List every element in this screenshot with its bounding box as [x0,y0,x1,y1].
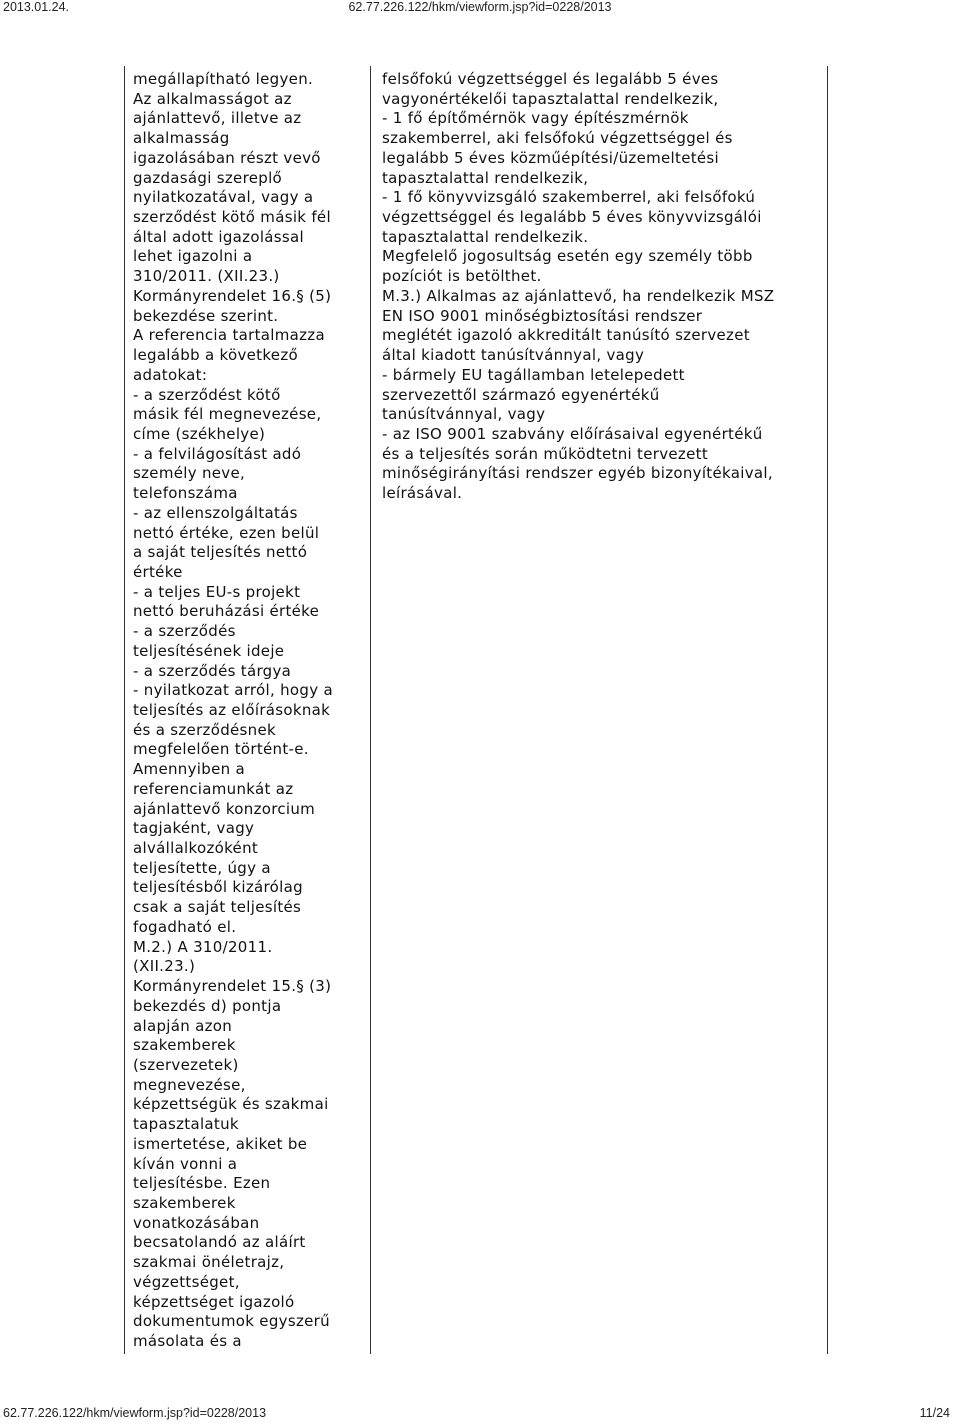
left-column-text-line: szakmai önéletrajz, [133,1253,285,1272]
left-column-text-line: - a szerződést kötő [133,385,281,404]
left-column-text-line: másolata és a [133,1332,242,1350]
right-column-text-line: szakemberrel, aki felsőfokú végzettséggel és [382,129,733,148]
document-table [124,66,828,1354]
print-url: 62.77.226.122/hkm/viewform.jsp?id=0228/2013 [348,0,612,14]
right-column-text-line: tapasztalattal rendelkezik, [382,168,589,187]
left-column-text-line: A referencia tartalmazza [133,326,325,345]
footer-url: 62.77.226.122/hkm/viewform.jsp?id=0228/2013 [3,1406,267,1420]
right-column-text-line: felsőfokú végzettséggel és legalább 5 éves [382,70,719,88]
left-column-text-line: Kormányrendelet 16.§ (5) [133,286,332,305]
left-column-text-line: megfelelően történt-e. [133,740,309,759]
left-column-text-line: Az alkalmasságot az [133,89,292,108]
left-column-text-line: képzettségük és szakmai [133,1095,329,1114]
left-column-text-line: másik fél megnevezése, [133,405,322,424]
left-column-text-line: megállapítható legyen. [133,70,314,88]
left-column-text-line: nettó értéke, ezen belül [133,523,320,542]
left-column [124,66,370,1354]
right-column-text-line: által kiadott tanúsítvánnyal, vagy [382,346,645,365]
left-column-text-line: vonatkozásában [133,1213,260,1232]
left-column-text-line: teljesítésének ideje [133,641,285,660]
left-column-text-line: tapasztalatuk [133,1115,239,1134]
left-column-text-line: teljesítésből kizárólag [133,878,303,897]
print-footer [0,1406,960,1422]
right-column-text-line: pozíciót is betölthet. [382,267,542,286]
left-column-text-line: dokumentumok egyszerű [133,1312,330,1331]
left-column-text-line: - a felvilágosítást adó [133,444,302,463]
left-column-text-line: (szervezetek) [133,1055,239,1074]
left-column-text-line: legalább a következő [133,346,298,365]
right-column-text-line: szervezettől származó egyenértékű [382,385,660,404]
left-column-text-line: kíván vonni a [133,1154,238,1173]
left-column-text-line: adatokat: [133,365,208,384]
left-column-text-line: becsatolandó az aláírt [133,1233,306,1252]
right-column-text-line: meglétét igazoló akkreditált tanúsító szervezet [382,326,750,345]
left-column-text-line: értéke [133,562,183,581]
right-column-text-line: vagyonértékelői tapasztalattal rendelkezik, [382,89,719,108]
left-column-text-line: végzettséget, [133,1272,240,1291]
left-column-text-line: igazolásában részt vevő [133,148,321,167]
left-column-text-line: személy neve, [133,464,246,483]
left-column-text-line: megnevezése, [133,1075,246,1094]
right-column-text-line: tapasztalattal rendelkezik. [382,227,589,246]
right-column-text-line: M.3.) Alkalmas az ajánlattevő, ha rendelkezik MSZ [382,286,775,305]
left-column-text-line: a saját teljesítés nettó [133,543,308,562]
left-column-text-line: képzettséget igazoló [133,1292,295,1311]
left-column-text-line: telefonszáma [133,484,238,503]
left-column-text-line: teljesítette, úgy a [133,858,271,877]
right-column [370,66,828,1354]
left-column-text-line: - nyilatkozat arról, hogy a [133,681,333,700]
left-column-text-line: - a szerződés tárgya [133,661,292,680]
left-column-text-line: alapján azon [133,1016,233,1035]
right-column-text-line: leírásával. [382,484,463,503]
left-column-text-line: és a szerződésnek [133,720,276,739]
left-column-text-line: teljesítés az előírásoknak [133,701,331,719]
page-number: 11/24 [919,1406,950,1420]
right-column-text-line: végzettséggel és legalább 5 éves könyvvizsgálói [382,208,762,227]
left-column-text-line: M.2.) A 310/2011. [133,937,273,956]
left-column-text-line: nyilatkozatával, vagy a [133,188,314,207]
left-column-text-line: ajánlattevő konzorcium [133,799,316,818]
left-column-text-line: alvállalkozóként [133,839,259,858]
left-column-text-line: szerződést kötő másik fél [133,208,331,227]
right-column-text-line: minőségirányítási rendszer egyéb bizonyítékaival, [382,464,773,483]
right-column-text-line: - bármely EU tagállamban letelepedett [382,365,685,384]
left-column-text-line: címe (székhelye) [133,424,266,443]
print-date: 2013.01.24. [3,0,70,14]
right-column-text-line: tanúsítvánnyal, vagy [382,405,546,424]
left-column-text-line: bekezdés d) pontja [133,996,282,1015]
left-column-text-line: - a szerződés [133,622,236,641]
left-column-text-line: szakemberek [133,1193,236,1212]
left-column-text-line: gazdasági szereplő [133,168,283,187]
left-column-text-line: - a teljes EU-s projekt [133,582,301,601]
right-column-text-line: - 1 fő könyvvizsgáló szakemberrel, aki felsőfokú [382,188,756,207]
right-column-text-line: - 1 fő építőmérnök vagy építészmérnök [382,109,689,128]
left-column-text-line: nettó beruházási értéke [133,602,320,621]
left-column-text-line: (XII.23.) [133,957,196,976]
right-column-text-line: legalább 5 éves közműépítési/üzemeltetési [382,148,720,167]
left-column-text-line: lehet igazolni a [133,247,253,266]
left-column-text-line: tagjaként, vagy [133,819,255,838]
left-column-text-line: Kormányrendelet 15.§ (3) [133,977,332,996]
left-column-text-line: bekezdése szerint. [133,306,279,325]
right-column-text-line: - az ISO 9001 szabvány előírásaival egyenértékű [382,424,763,443]
left-column-text-line: Amennyiben a [133,760,245,779]
left-column-text-line: referenciamunkát az [133,779,294,798]
right-column-text-line: és a teljesítés során működtetni tervezett [382,444,708,463]
left-column-text-line: alkalmasság [133,129,230,148]
right-column-text-line: Megfelelő jogosultság esetén egy személy több [382,247,753,266]
left-column-text-line: ajánlattevő, illetve az [133,109,302,128]
left-column-text-line: szakemberek [133,1036,236,1055]
left-column-text-line: csak a saját teljesítés [133,898,302,917]
left-column-text-line: teljesítésbe. Ezen [133,1174,271,1193]
left-column-text-line: - az ellenszolgáltatás [133,503,298,522]
right-column-text-line: EN ISO 9001 minőségbiztosítási rendszer [382,306,703,325]
print-header [0,0,960,16]
left-column-text-line: fogadható el. [133,917,237,936]
left-column-text-line: ismertetése, akiket be [133,1134,308,1153]
left-column-text-line: által adott igazolással [133,227,304,246]
left-column-text-line: 310/2011. (XII.23.) [133,267,280,286]
